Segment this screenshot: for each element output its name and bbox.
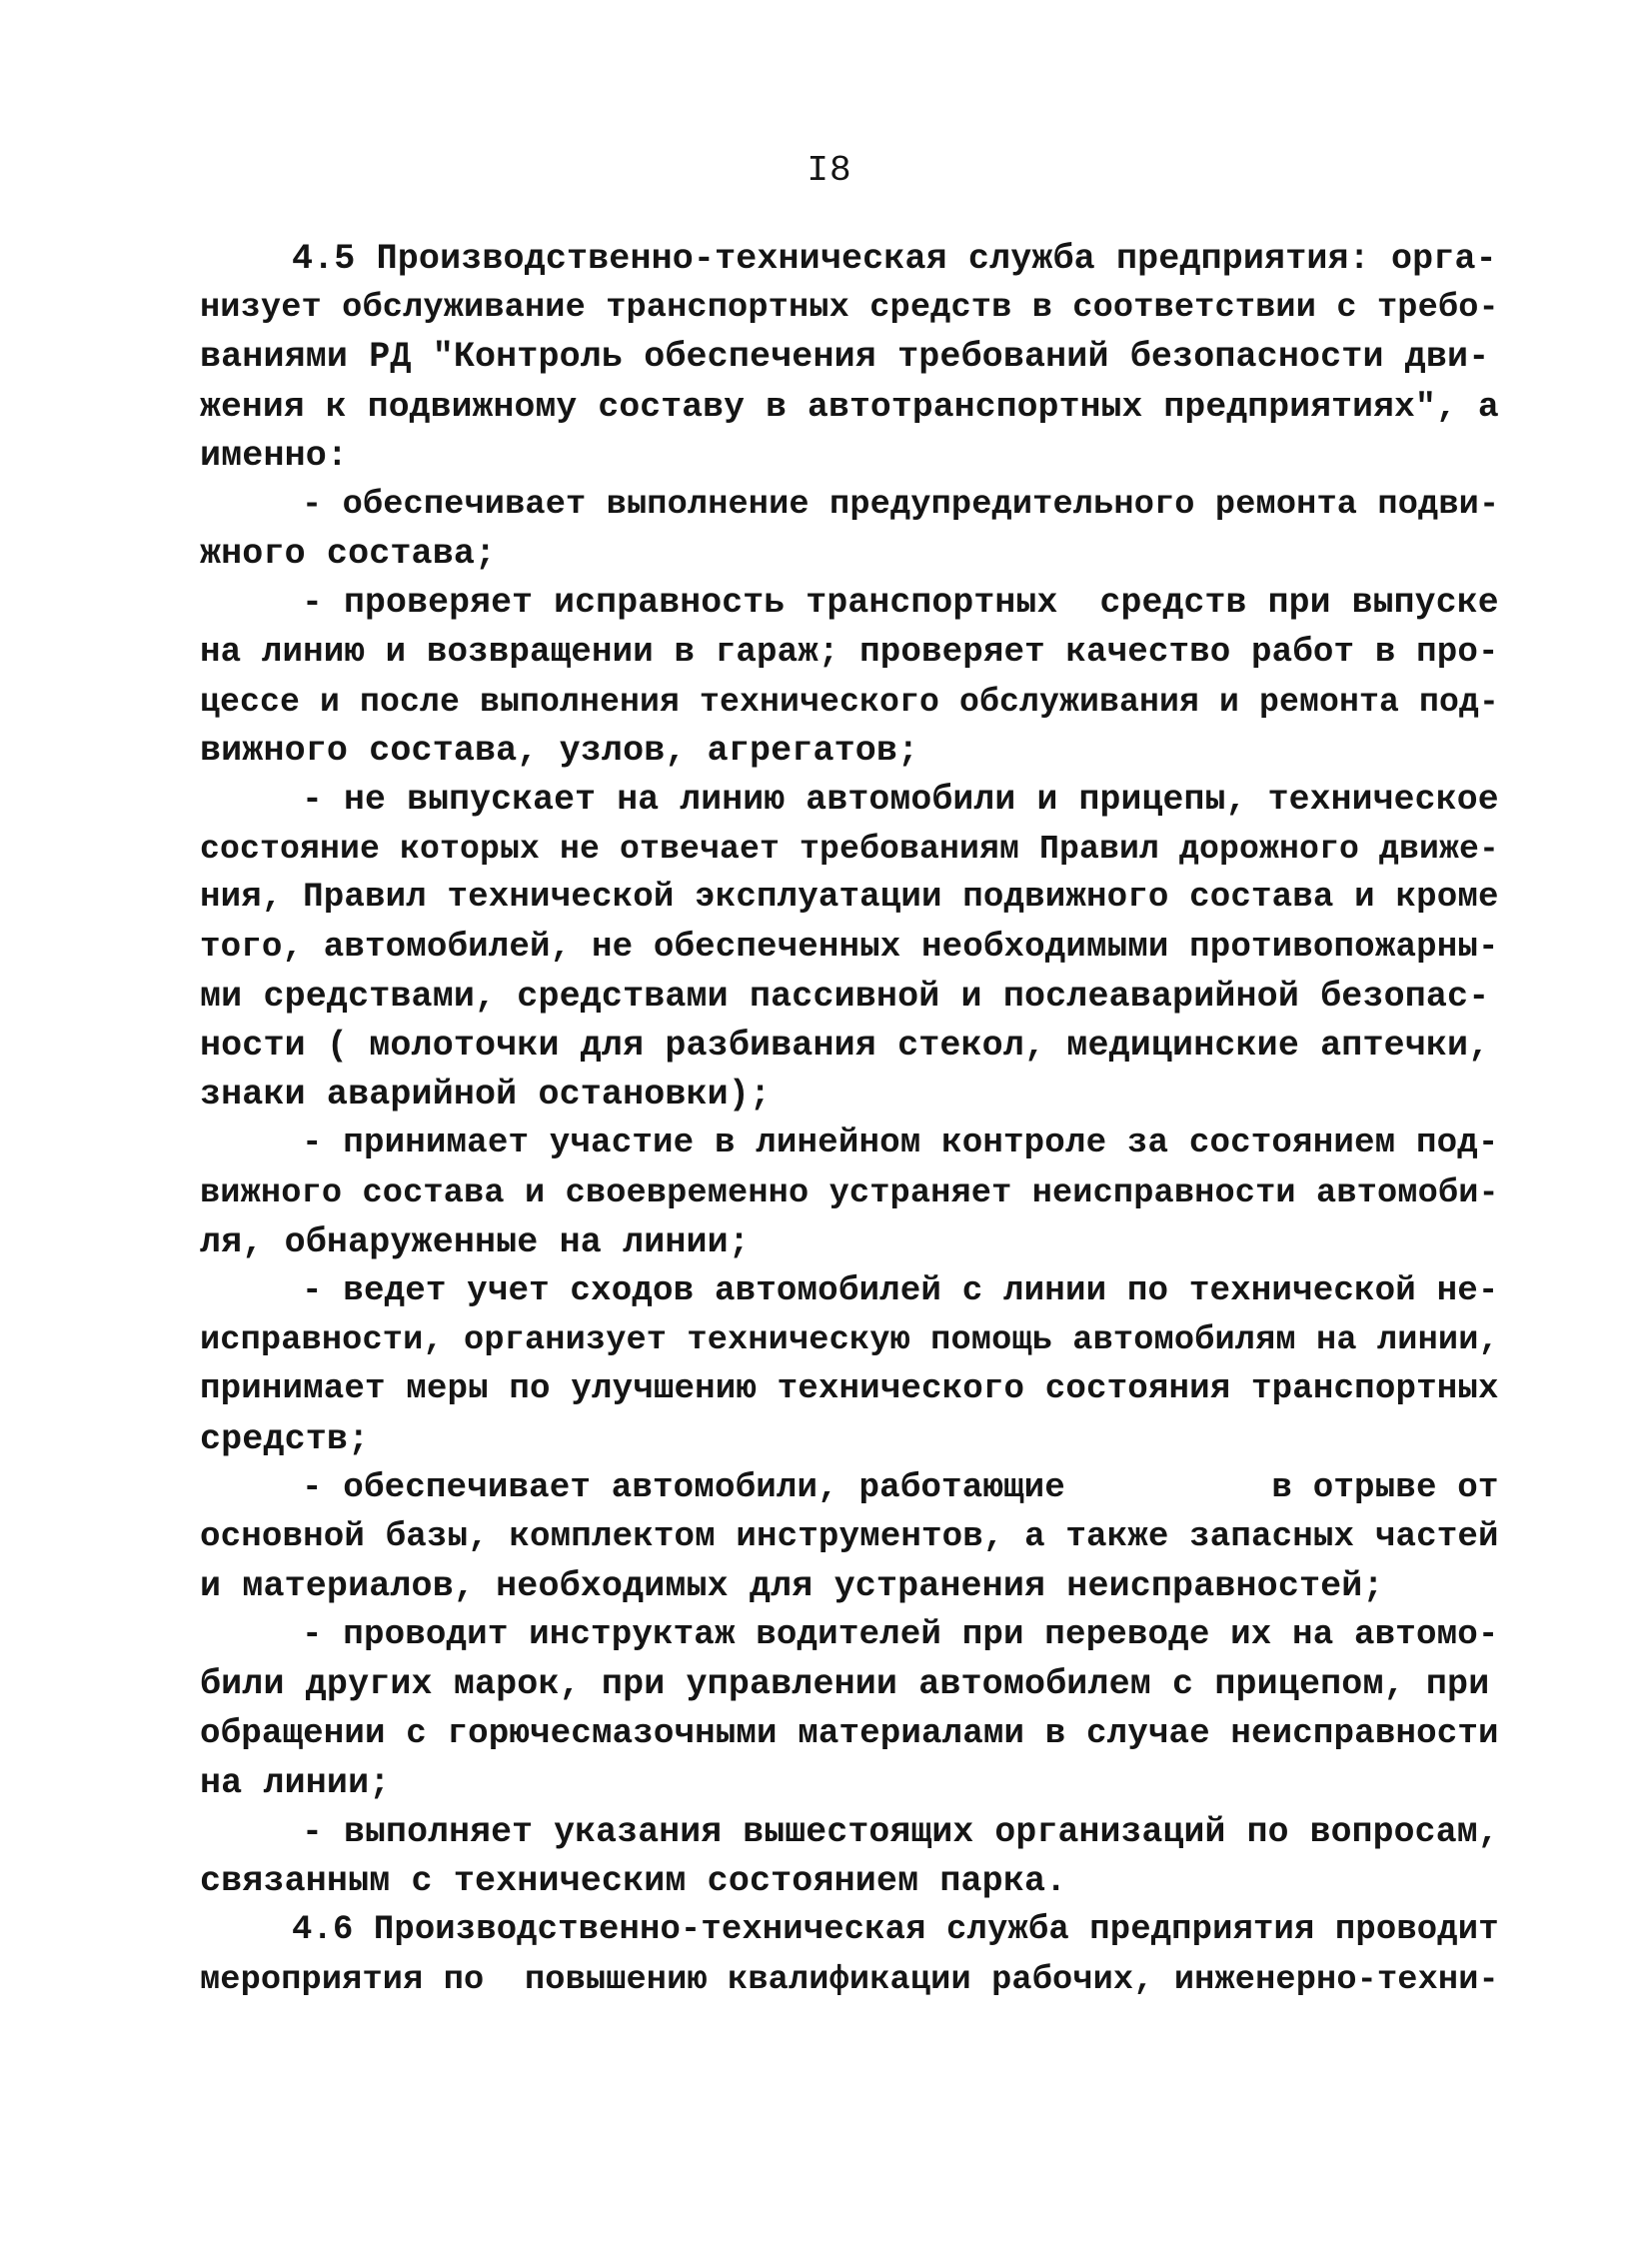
text-line: - обеспечивает автомобили, работающие в отрыве от xyxy=(302,1468,1499,1507)
text-line: связанным с техническим состоянием парка. xyxy=(200,1861,1067,1902)
text-line: основной базы, комплектом инструментов, а также запасных частей xyxy=(200,1517,1499,1556)
text-line: средств; xyxy=(200,1418,370,1459)
text-line: - принимает участие в линейном контроле за состоянием под- xyxy=(302,1124,1499,1163)
text-line: - проверяет исправность транспортных средств при выпуске xyxy=(302,584,1499,624)
text-line: - обеспечивает выполнение предупредительного ремонта подви- xyxy=(302,485,1500,524)
text-line: цессе и после выполнения технического обслуживания и ремонта под- xyxy=(200,682,1500,721)
text-line: - выполняет указания вышестоящих организаций по вопросам, xyxy=(302,1813,1499,1852)
text-line: обращении с горючесмазочными материалами в случае неисправности xyxy=(200,1714,1499,1753)
text-line: ности ( молоточки для разбивания стекол, медицинские аптечки, xyxy=(200,1026,1490,1066)
text-line: - ведет учет сходов автомобилей с линии по технической не- xyxy=(302,1271,1499,1310)
text-line: жения к подвижному составу в автотранспортных предприятиях", а xyxy=(200,387,1499,427)
text-line: вижного состава, узлов, агрегатов; xyxy=(200,730,919,771)
text-line: жного состава; xyxy=(200,534,497,575)
text-line: именно: xyxy=(200,435,349,476)
text-line: - не выпускает на линию автомобили и прицепы, техническое xyxy=(302,781,1499,821)
text-line: 4.5 Производственно-техническая служба предприятия: орга- xyxy=(292,239,1497,279)
text-line: 4.6 Производственно-техническая служба предприятия проводит xyxy=(292,1911,1499,1950)
text-line: ваниями РД "Контроль обеспечения требований безопасности дви- xyxy=(200,337,1490,378)
text-line: состояние которых не отвечает требованиям Правил дорожного движе- xyxy=(200,830,1500,869)
text-line: и материалов, необходимых для устранения неисправностей; xyxy=(200,1566,1384,1607)
text-line: того, автомобилей, не обеспеченных необходимыми противопожарны- xyxy=(200,928,1499,967)
text-line: ми средствами, средствами пассивной и послеаварийной безопас- xyxy=(200,976,1490,1017)
text-line: исправности, организует техническую помощь автомобилям на линии, xyxy=(200,1321,1499,1360)
text-line: низует обслуживание транспортных средств в соответствии с требо- xyxy=(200,289,1499,328)
document-body xyxy=(200,235,1499,2005)
text-line: на линии; xyxy=(200,1762,391,1803)
text-line: на линию и возвращении в гараж; проверяет качество работ в про- xyxy=(200,633,1499,672)
page-number: I8 xyxy=(807,150,852,191)
text-line: ля, обнаруженные на линии; xyxy=(200,1221,750,1262)
text-line: принимает меры по улучшению технического состояния транспортных xyxy=(200,1370,1499,1409)
text-line: - проводит инструктаж водителей при переводе их на автомо- xyxy=(302,1616,1499,1655)
text-line: ния, Правил технической эксплуатации подвижного состава и кроме xyxy=(200,879,1499,918)
text-line: били других марок, при управлении автомобилем с прицепом, при xyxy=(200,1664,1490,1705)
text-line: вижного состава и своевременно устраняет неисправности автомоби- xyxy=(200,1173,1499,1212)
text-line: мероприятия по повышению квалификации рабочих, инженерно-техни- xyxy=(200,1960,1499,1999)
text-line: знаки аварийной остановки); xyxy=(200,1075,772,1116)
